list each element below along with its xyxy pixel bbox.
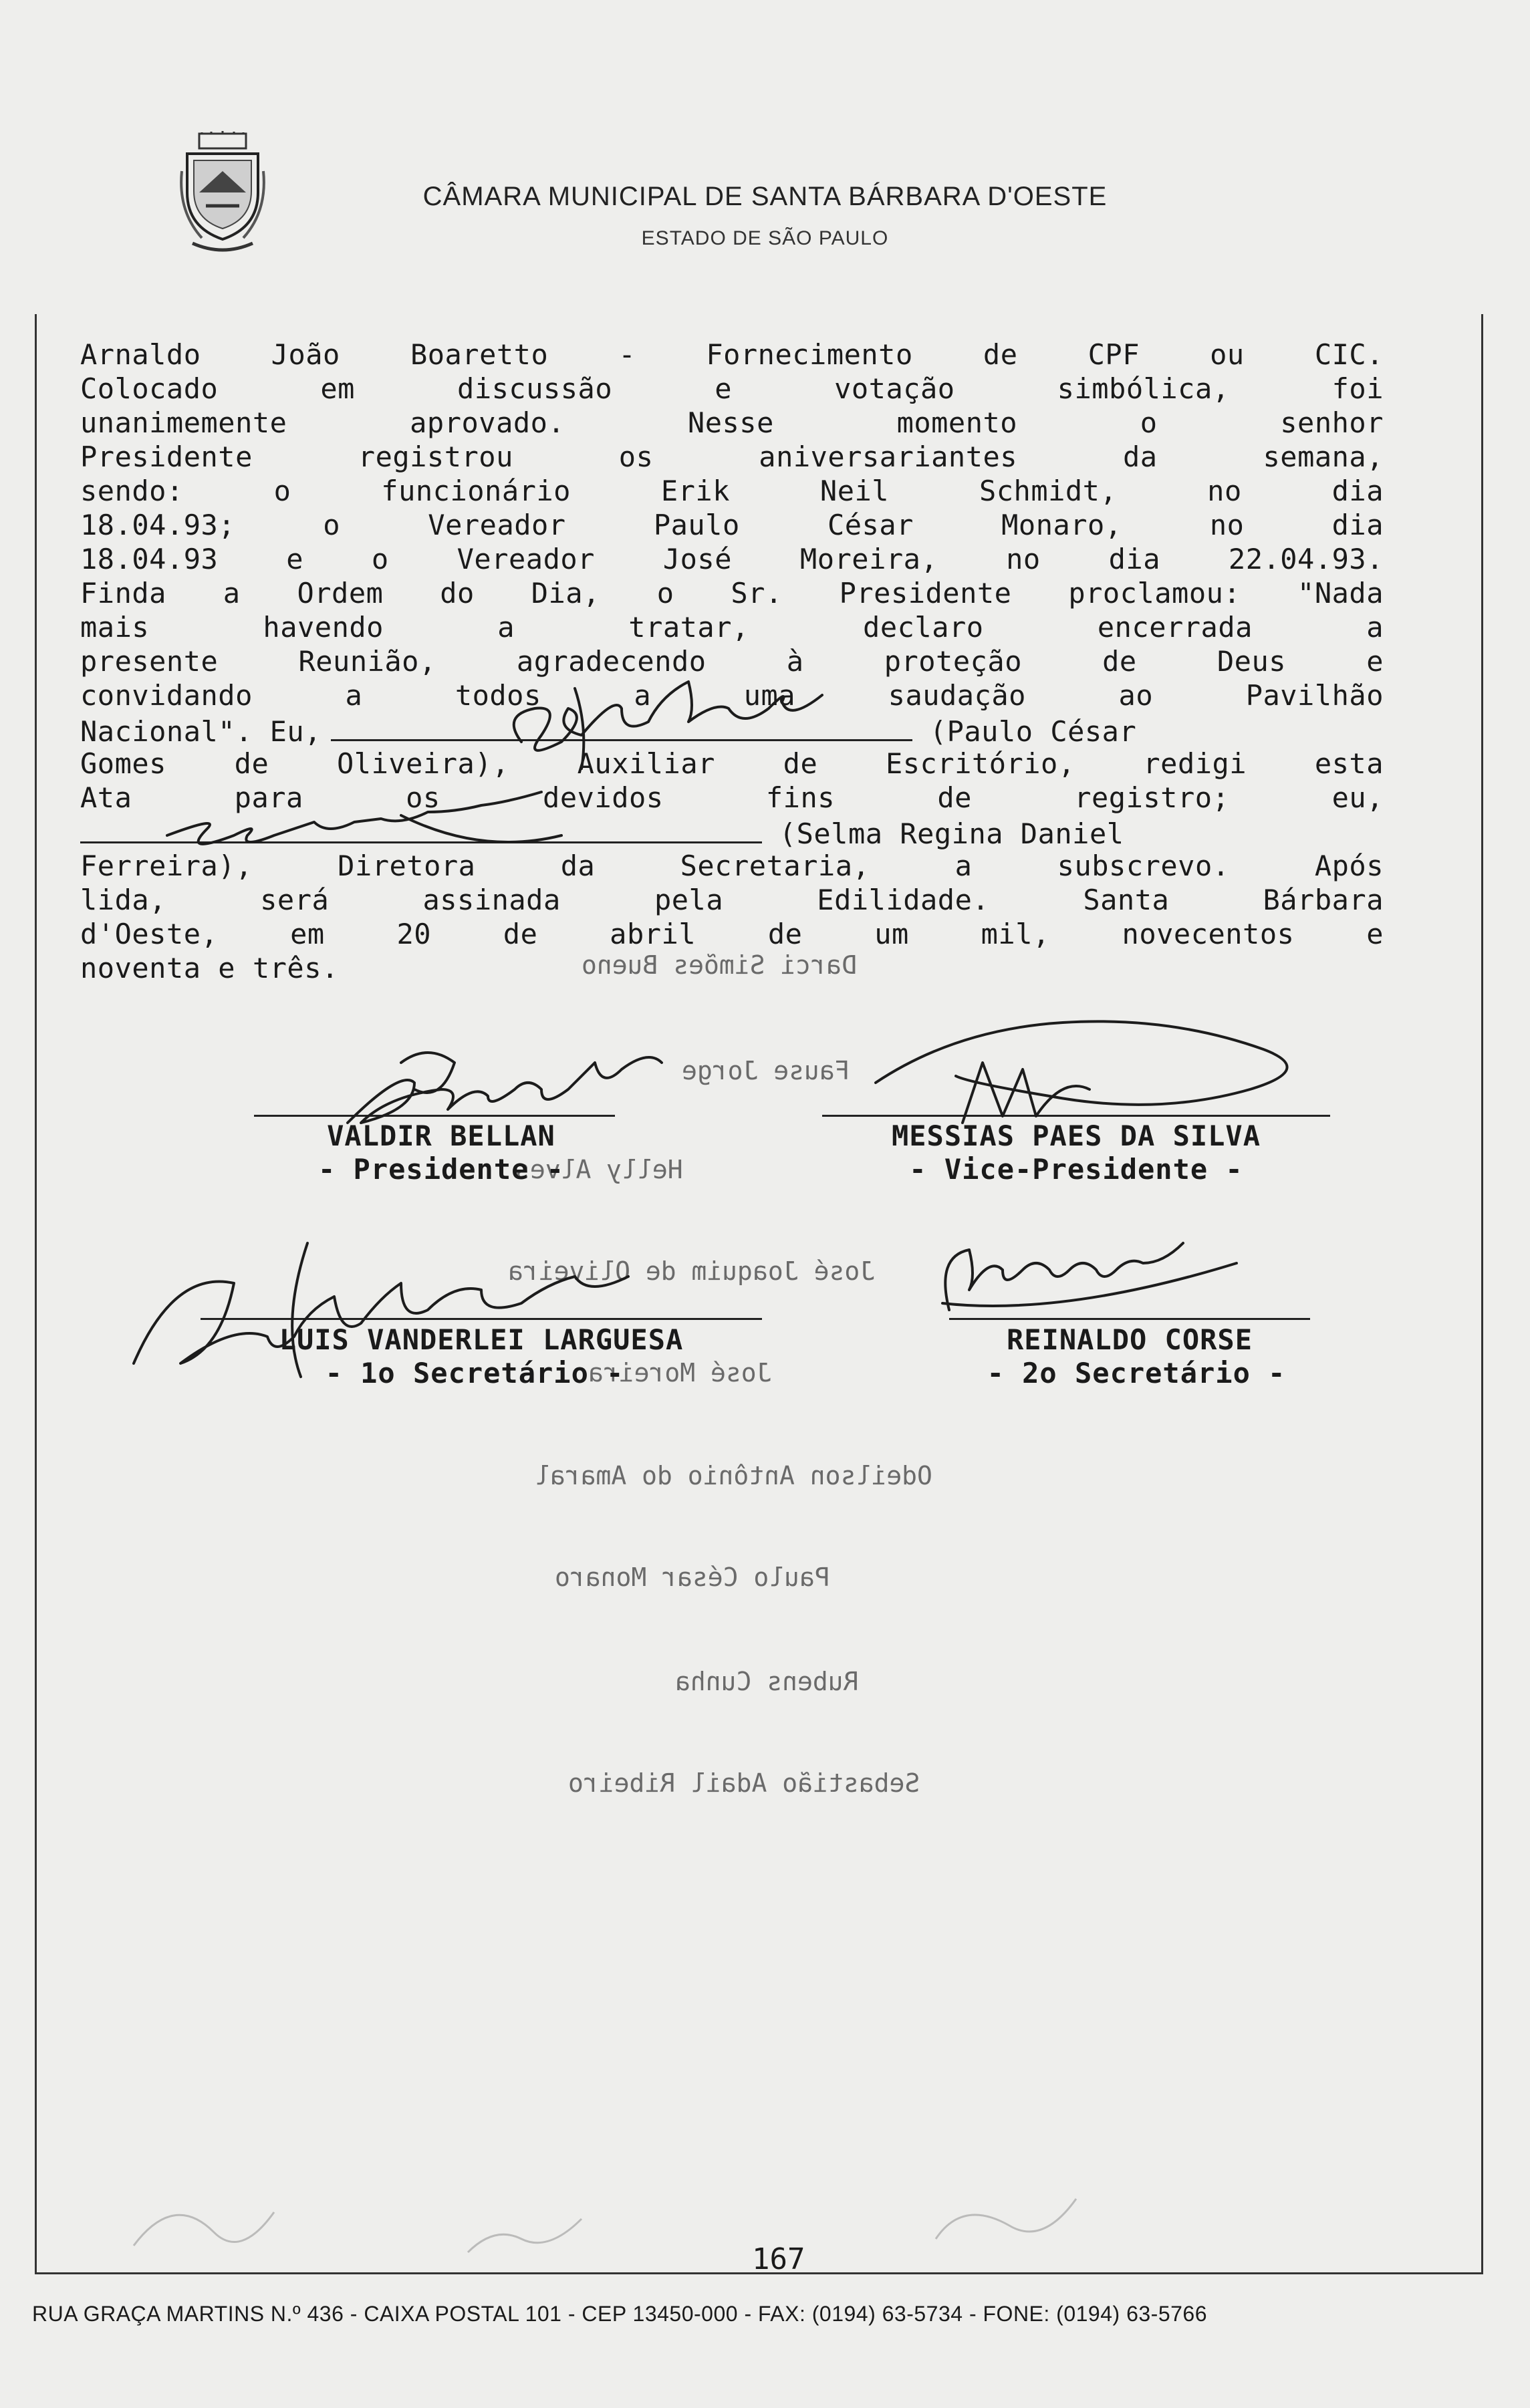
signature-rule [949, 1318, 1310, 1320]
second-secretary-name: REINALDO CORSE [1006, 1323, 1253, 1356]
vice-president-role: - Vice-Presidente - [909, 1153, 1243, 1186]
text-line: convidando a todos a uma saudação ao Pavilhão [80, 679, 1384, 712]
text-line: Ata para os devidos fins de registro; eu, [80, 781, 1384, 814]
vice-president-name: MESSIAS PAES DA SILVA [891, 1119, 1261, 1152]
signature-rule [201, 1318, 762, 1320]
text-line: lida, será assinada pela Edilidade. Santa Bárbara [80, 884, 1384, 916]
signature-reinaldo-corse [945, 1243, 1183, 1310]
text-line: Finda a Ordem do Dia, o Sr. Presidente proclamou: "Nada [80, 577, 1384, 610]
text-line: sendo: o funcionário Erik Neil Schmidt, no dia [80, 475, 1384, 507]
bleed-name: José Joaquim de Oliveira [508, 1256, 876, 1286]
text-line: Presidente registrou os aniversariantes da semana, [80, 440, 1384, 473]
minutes-text [80, 338, 1384, 985]
text-fragment: Nacional". Eu, [80, 715, 322, 748]
bleed-name: Odeilson Antônio do Amaral [535, 1461, 932, 1490]
signature-valdir-bellan [348, 1057, 662, 1123]
text-line: unanimemente aprovado. Nesse momento o senhor [80, 406, 1384, 439]
bleed-name: José Moreira [588, 1358, 772, 1387]
text-line [80, 815, 1384, 849]
text-line: 18.04.93; o Vereador Paulo César Monaro, no dia [80, 509, 1384, 541]
text-line [80, 712, 1384, 747]
first-secretary-role: - 1o Secretário - [325, 1357, 624, 1389]
bleed-name: Fause Jorge [682, 1056, 850, 1085]
signature-blank [80, 815, 762, 843]
chamber-title: CÂMARA MUNICIPAL DE SANTA BÁRBARA D'OESTE [422, 182, 1108, 211]
text-line: Gomes de Oliveira), Auxiliar de Escritório, redigi esta [80, 747, 1384, 780]
right-frame-rule [1481, 314, 1483, 2272]
text-fragment: (Paulo César [929, 715, 1137, 748]
left-frame-rule [35, 314, 37, 2272]
president-name: VALDIR BELLAN [327, 1119, 555, 1152]
bleed-name: Sebastião Adail Ribeiro [568, 1768, 920, 1798]
text-line: d'Oeste, em 20 de abril de um mil, novecentos e [80, 918, 1384, 950]
text-line: noventa e três. [80, 952, 339, 984]
bleed-name: Paulo César Monaro [555, 1563, 830, 1592]
text-line: mais havendo a tratar, declaro encerrada a [80, 611, 1384, 644]
bleed-name: Rubens Cunha [675, 1667, 859, 1696]
bleed-name: Helly Alves [515, 1155, 683, 1184]
first-secretary-name: LUIS VANDERLEI LARGUESA [279, 1323, 684, 1356]
text-line: 18.04.93 e o Vereador José Moreira, no dia 22.04.93. [80, 543, 1384, 575]
text-line: Arnaldo João Boaretto - Fornecimento de CPF ou CIC. [80, 338, 1384, 371]
signature-messias [876, 1021, 1287, 1105]
signature-blank [331, 712, 912, 741]
text-fragment: (Selma Regina Daniel [779, 817, 1124, 850]
bleed-name: Darci Simões Bueno [582, 950, 857, 980]
signature-rule [822, 1115, 1330, 1117]
president-role: - Presidente - [317, 1153, 564, 1186]
text-line: Colocado em discussão e votação simbólica, foi [80, 372, 1384, 405]
signature-rule [254, 1115, 615, 1117]
address-footer: RUA GRAÇA MARTINS N.º 436 - CAIXA POSTAL 101 - CEP 13450-000 - FAX: (0194) 63-5734 - FONE: (0194) 63-5766 [32, 2302, 1207, 2326]
text-line: presente Reunião, agradecendo à proteção de Deus e [80, 645, 1384, 678]
state-subtitle: ESTADO DE SÃO PAULO [641, 227, 889, 249]
text-line: Ferreira), Diretora da Secretaria, a subscrevo. Após [80, 849, 1384, 882]
page-number: 167 [752, 2242, 805, 2276]
second-secretary-role: - 2o Secretário - [987, 1357, 1286, 1389]
